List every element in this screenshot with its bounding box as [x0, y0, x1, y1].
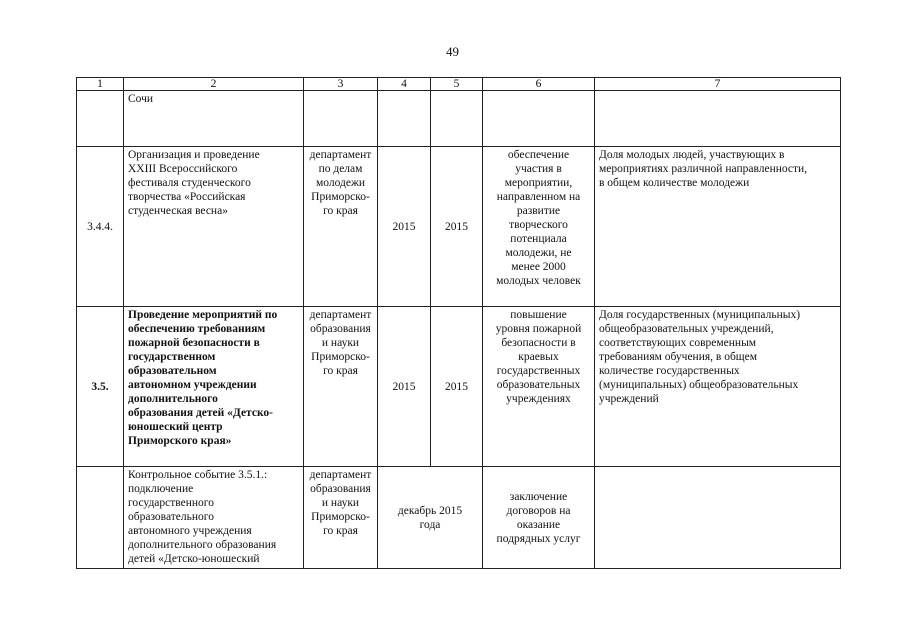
row-number: 3.5. — [77, 307, 124, 467]
executor — [304, 91, 378, 147]
end-year — [431, 91, 483, 147]
start-year — [378, 91, 431, 147]
indicator: Доля молодых людей, участвующих в мероприятиях различной направленности, в общем количестве молодежи — [595, 147, 841, 307]
indicator — [595, 467, 841, 569]
row-number — [77, 91, 124, 147]
expected-result: повышение уровня пожарной безопасности в краевых государственных образовательных учреждениях — [483, 307, 595, 467]
header-cell: 3 — [304, 78, 378, 91]
indicator: Доля государственных (муниципальных) общеобразовательных учреждений, соответствующих современным требованиям обучения, в общем количестве государственных (муниципальных) общеобразовательных учреждений — [595, 307, 841, 467]
table-row — [77, 147, 841, 307]
header-cell: 5 — [431, 78, 483, 91]
expected-result: обеспечение участия в мероприятии, направленном на развитие творческого потенциала молодежи, не менее 2000 молодых человек — [483, 147, 595, 307]
row-number: 3.4.4. — [77, 147, 124, 307]
event-name: Проведение мероприятий по обеспечению требованиям пожарной безопасности в государственном образовательном автономном учреждении дополнительного образования детей «Детско- юношеский центр Приморского края» — [124, 307, 304, 467]
executor: департамент образования и науки Приморско- го края — [304, 467, 378, 569]
event-name: Контрольное событие 3.5.1.: подключение государственного образовательного автономного учреждения дополнительного образования детей «Детско-юношеский — [124, 467, 304, 569]
end-year: 2015 — [431, 147, 483, 307]
executor: департамент по делам молодежи Приморско- го края — [304, 147, 378, 307]
executor: департамент образования и науки Приморско- го края — [304, 307, 378, 467]
header-row — [77, 78, 841, 91]
plan-table — [76, 77, 841, 569]
end-year: 2015 — [431, 307, 483, 467]
header-cell: 2 — [124, 78, 304, 91]
header-cell: 6 — [483, 78, 595, 91]
start-year: 2015 — [378, 147, 431, 307]
page-number: 49 — [446, 44, 459, 59]
start-year: 2015 — [378, 307, 431, 467]
header-cell: 1 — [77, 78, 124, 91]
row-number — [77, 467, 124, 569]
expected-result: заключение договоров на оказание подрядных услуг — [483, 467, 595, 569]
event-name: Организация и проведение XXIII Всероссийского фестиваля студенческого творчества «Российская студенческая весна» — [124, 147, 304, 307]
header-cell: 7 — [595, 78, 841, 91]
event-name: Сочи — [124, 91, 304, 147]
table-row — [77, 467, 841, 569]
control-date: декабрь 2015 года — [378, 467, 483, 569]
header-cell: 4 — [378, 78, 431, 91]
expected-result — [483, 91, 595, 147]
table-row — [77, 91, 841, 147]
indicator — [595, 91, 841, 147]
table-row — [77, 307, 841, 467]
